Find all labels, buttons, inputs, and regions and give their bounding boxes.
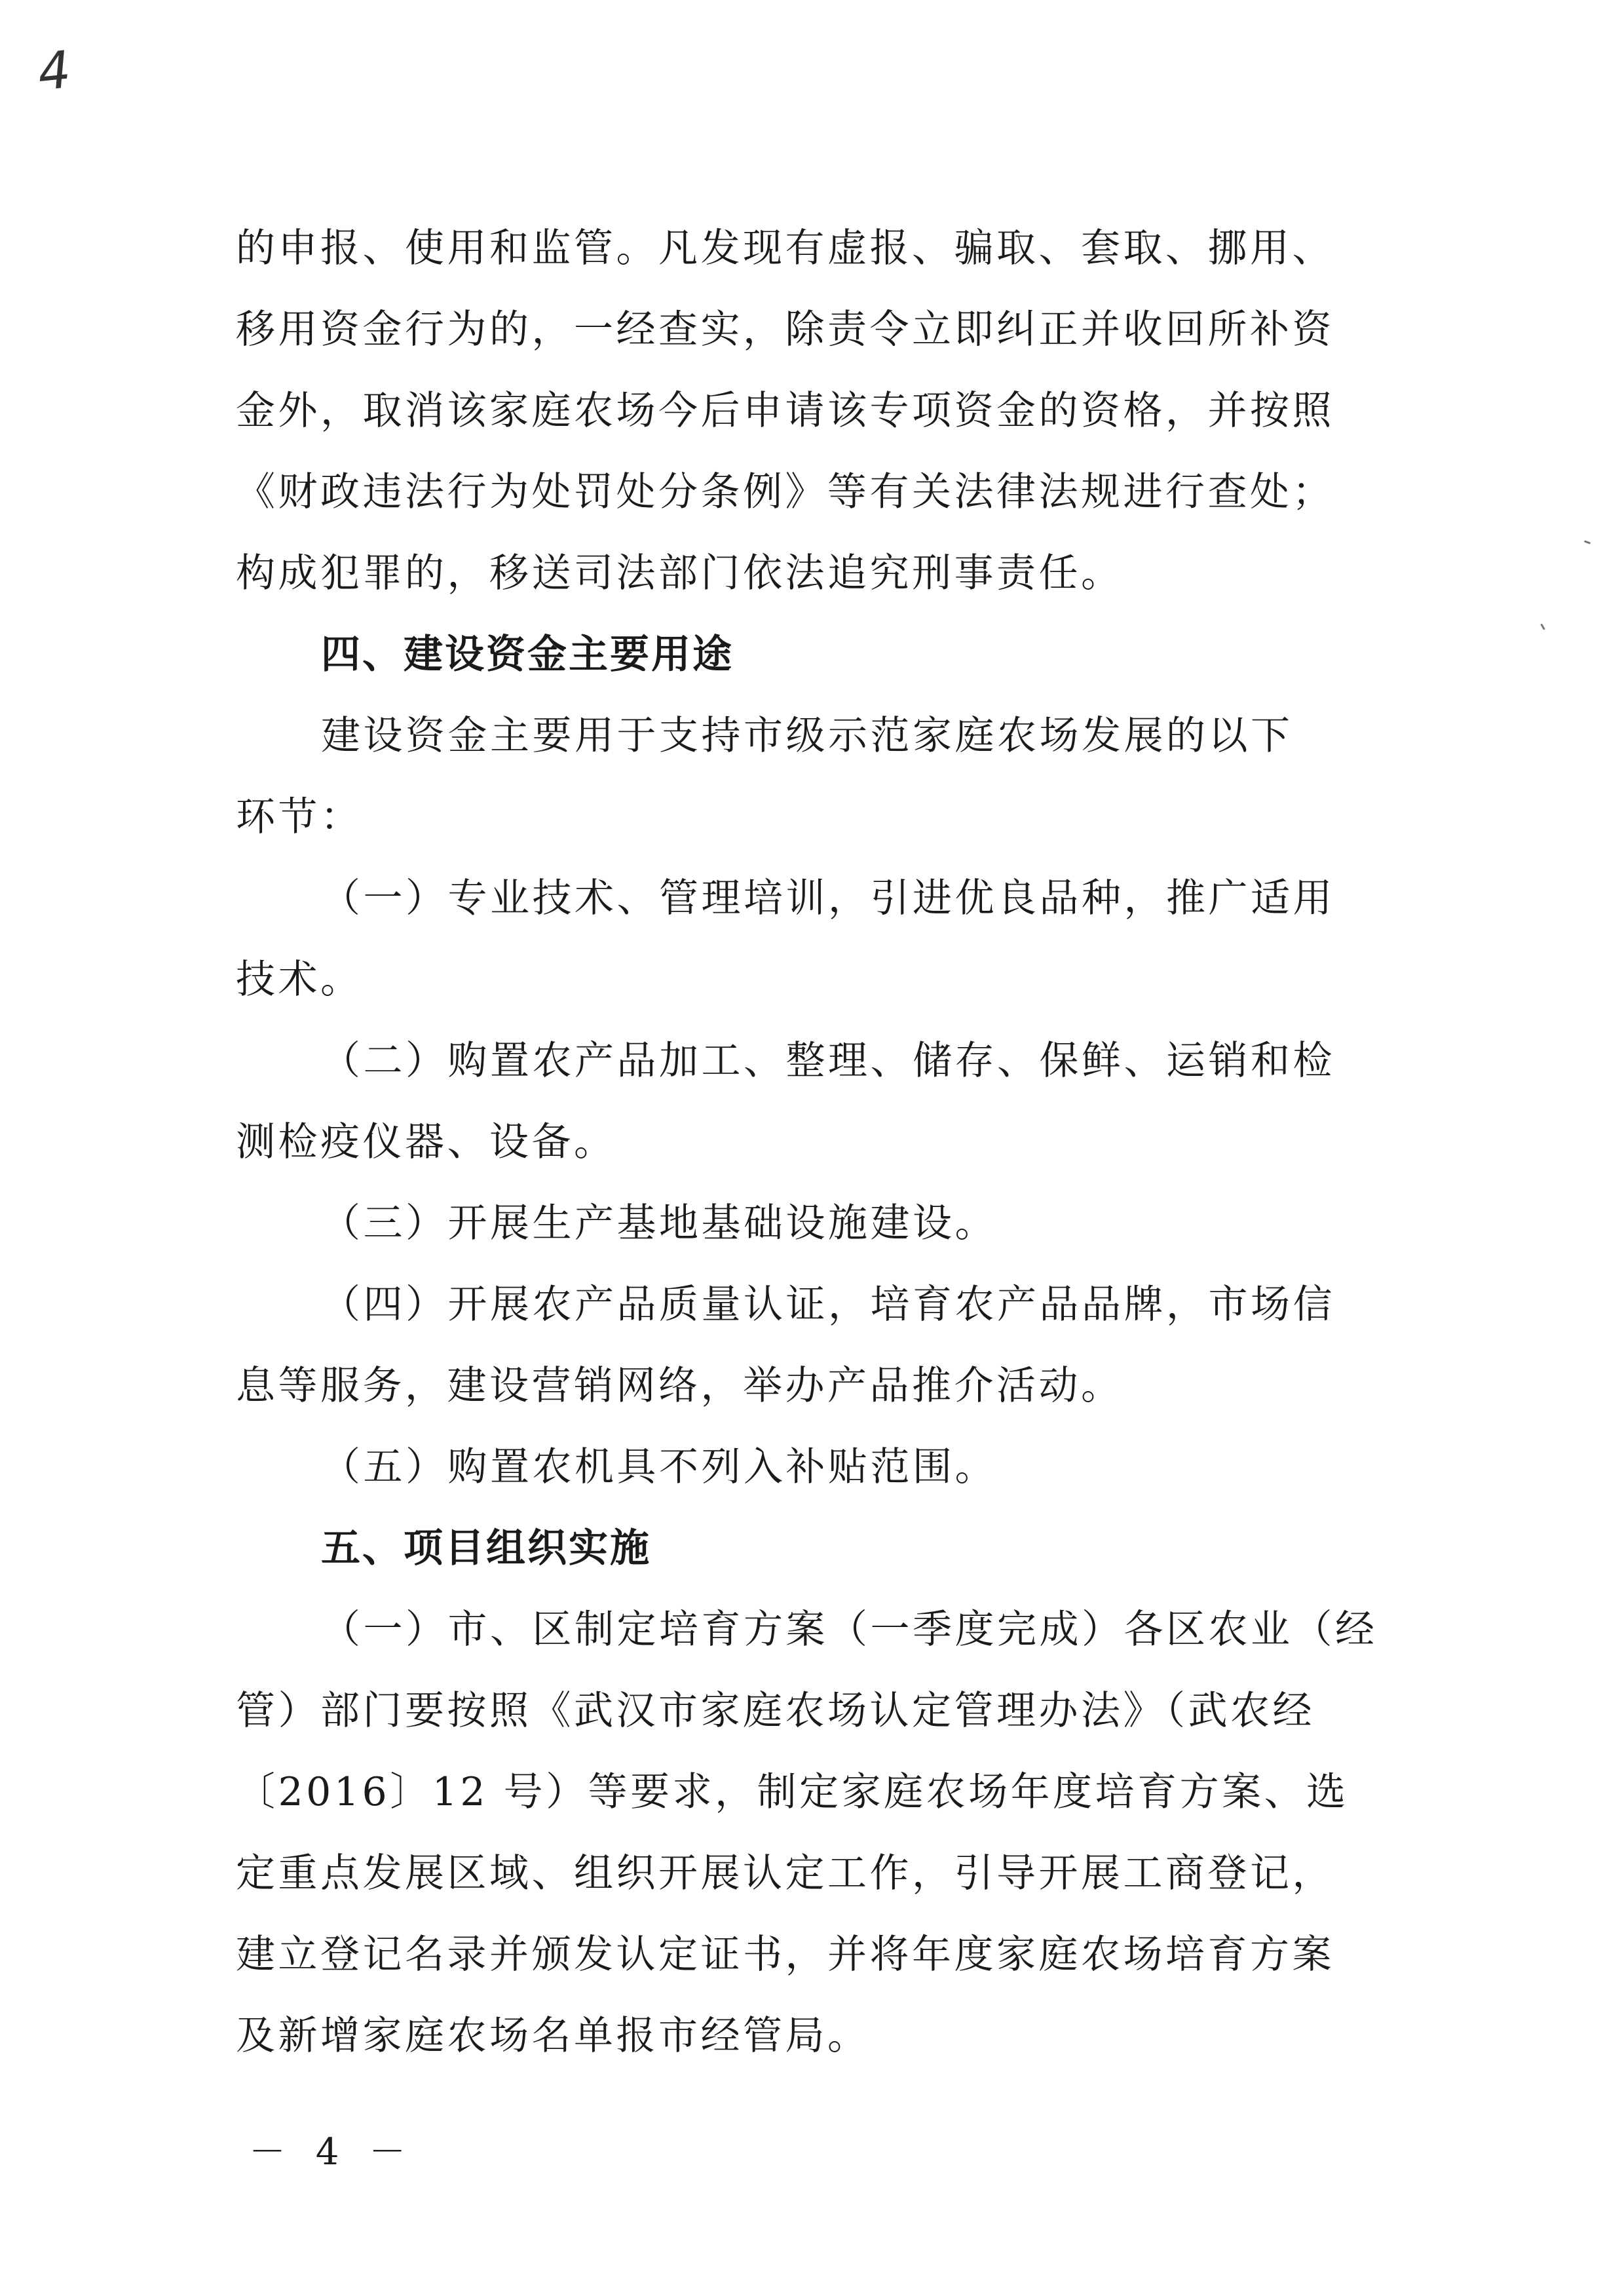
list-item-line: （二）购置农产品加工、整理、储存、保鲜、运销和检 <box>321 1038 1335 1084</box>
section-heading: 五、项目组织实施 <box>321 1525 651 1571</box>
body-line: 技术。 <box>236 957 363 1003</box>
section-heading: 四、建设资金主要用途 <box>321 632 734 678</box>
body-line: 的申报、使用和监管。凡发现有虚报、骗取、套取、挪用、 <box>236 225 1334 271</box>
list-item-line: （一）市、区制定培育方案（一季度完成）各区农业（经 <box>321 1607 1378 1653</box>
list-item-line: （四）开展农产品质量认证，培育农产品品牌，市场信 <box>321 1282 1335 1328</box>
body-line: 定重点发展区域、组织开展认定工作，引导开展工商登记， <box>236 1850 1334 1896</box>
body-line: 测检疫仪器、设备。 <box>236 1119 616 1165</box>
paragraph-first-line: 建设资金主要用于支持市级示范家庭农场发展的以下 <box>321 713 1293 759</box>
list-item-line: （五）购置农机具不列入补贴范围。 <box>321 1444 997 1490</box>
body-line: 金外，取消该家庭农场今后申请该专项资金的资格，并按照 <box>236 388 1334 434</box>
scan-speck <box>1540 623 1545 630</box>
body-line: 建立登记名录并颁发认定证书，并将年度家庭农场培育方案 <box>236 1932 1334 1978</box>
page-number: － 4 － <box>249 2131 415 2173</box>
body-line: 构成犯罪的，移送司法部门依法追究刑事责任。 <box>236 550 1124 596</box>
body-line: 环节： <box>236 794 363 840</box>
list-item-line: （三）开展生产基地基础设施建设。 <box>321 1200 997 1246</box>
body-line: 息等服务，建设营销网络，举办产品推介活动。 <box>236 1363 1124 1409</box>
body-line: 《财政违法行为处罚处分条例》等有关法律法规进行查处； <box>236 469 1334 515</box>
body-line: 移用资金行为的，一经查实，除责令立即纠正并收回所补资 <box>236 307 1334 353</box>
handwritten-page-mark: 4 <box>35 40 74 103</box>
list-item-line: （一）专业技术、管理培训，引进优良品种，推广适用 <box>321 875 1335 921</box>
body-line: 及新增家庭农场名单报市经管局。 <box>236 2013 870 2059</box>
body-line: 管）部门要按照《武汉市家庭农场认定管理办法》（武农经 <box>236 1688 1315 1734</box>
scan-speck <box>1584 540 1591 544</box>
body-line: 〔2016〕12 号）等要求，制定家庭农场年度培育方案、选 <box>236 1769 1349 1815</box>
